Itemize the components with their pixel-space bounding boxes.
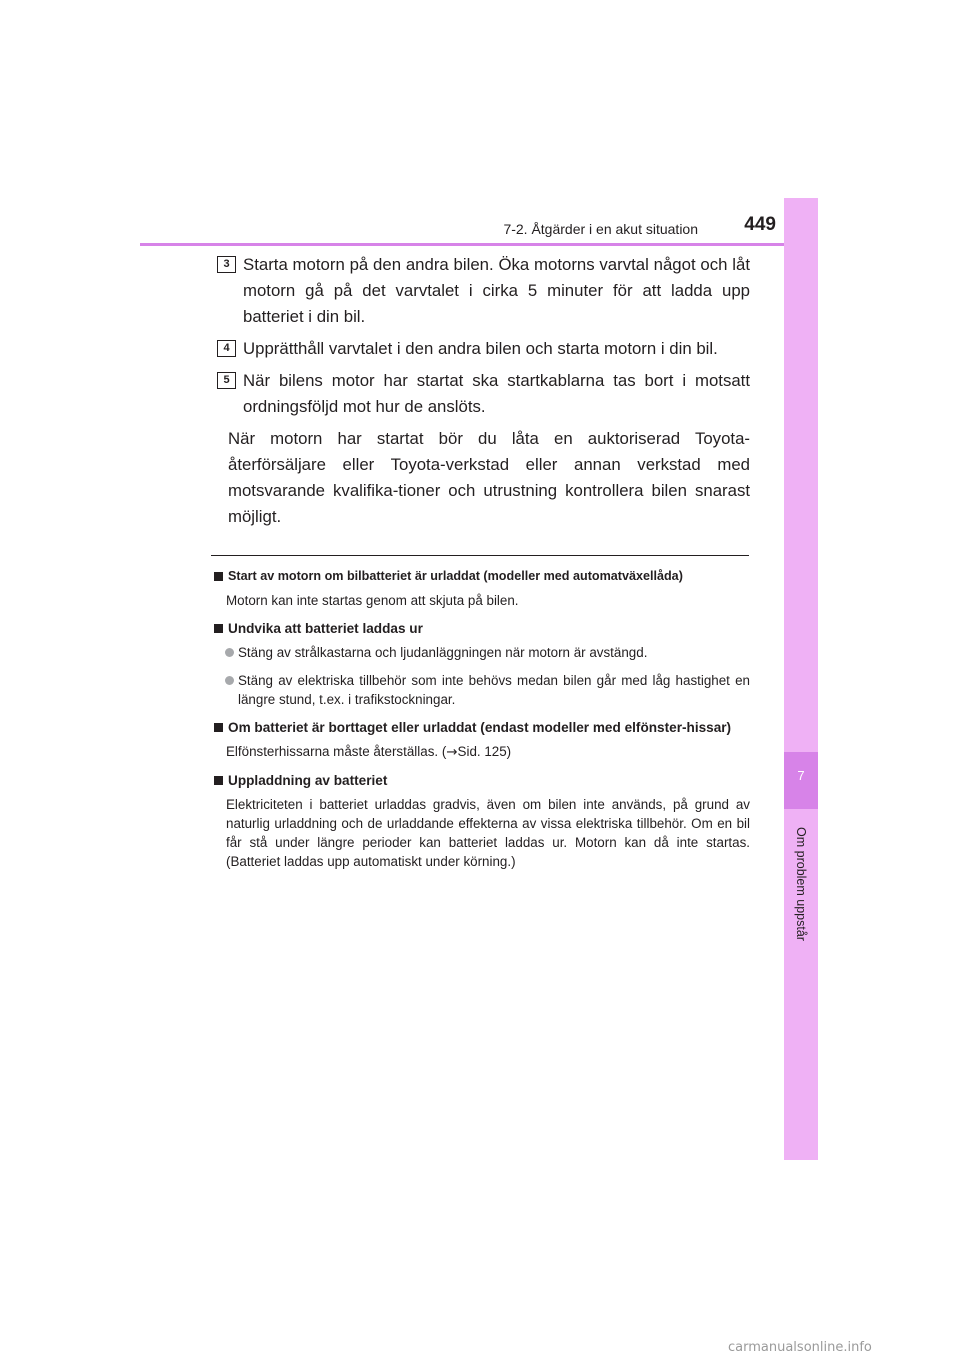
square-bullet-icon (214, 624, 223, 633)
page-reference-link[interactable]: Sid. 125) (457, 744, 512, 759)
step-3 (214, 252, 750, 330)
after-steps-paragraph: När motorn har startat bör du låta en auktoriserad Toyota-återförsäljare eller Toyota-verkstad eller annan verkstad med motsvarande kvalifika-tioner och utrustning kontrollera bilen snarast möjligt. (228, 429, 750, 526)
header-rule (140, 243, 818, 246)
page-content (214, 252, 750, 871)
step-number-badge: 3 (217, 256, 236, 273)
step-text: Starta motorn på den andra bilen. Öka motorns varvtal något och låt motorn gå på det varvtalet i cirka 5 minuter för att ladda upp batteriet i din bil. (243, 255, 750, 326)
step-4 (214, 336, 750, 362)
note-avoid-discharge (214, 619, 750, 709)
note-heading: Uppladdning av batteriet (214, 771, 750, 790)
note-battery-removed (214, 718, 750, 762)
square-bullet-icon (214, 723, 223, 732)
circle-bullet-icon (225, 676, 234, 685)
page-number: 449 (744, 214, 776, 235)
note-recharging (214, 771, 750, 871)
note-start-engine (214, 567, 750, 610)
note-heading: Om batteriet är borttaget eller urladdat (endast modeller med elfönster-hissar) (214, 718, 750, 737)
note-body: Elektriciteten i batteriet urladdas gradvis, även om bilen inte används, på grund av naturlig urladdning och de urladdande effekterna av vissa elektriska tillbehör. Om en bil får stå under längre perioder kan batteriet laddas ur. Motorn kan då inte startas. (Batteriet laddas upp automatiskt under körning.) (226, 797, 750, 869)
notes-section (214, 567, 750, 871)
chapter-title: Om problem uppstår (794, 827, 808, 941)
step-text: Upprätthåll varvtalet i den andra bilen och starta motorn i din bil. (243, 339, 718, 358)
chapter-side-tab (784, 198, 818, 1160)
note-body: Motorn kan inte startas genom att skjuta på bilen. (226, 593, 519, 608)
square-bullet-icon (214, 776, 223, 785)
step-text: När bilens motor har startat ska startkablarna tas bort i motsatt ordningsföljd mot hur de anslöts. (243, 371, 750, 416)
note-heading: Start av motorn om bilbatteriet är urladdat (modeller med automatväxellåda) (214, 567, 750, 586)
step-number-badge: 5 (217, 372, 236, 389)
section-title: 7-2. Åtgärder i en akut situation (503, 221, 698, 237)
note-body: Elfönsterhissarna måste återställas. (→Sid. 125) (226, 744, 512, 760)
arrow-right-icon: → (446, 745, 458, 760)
step-5 (214, 368, 750, 420)
bullet-item: Stäng av strålkastarna och ljudanläggningen när motorn är avstängd. (214, 643, 750, 662)
bullet-item: Stäng av elektriska tillbehör som inte behövs medan bilen går med låg hastighet en längre stund, t.ex. i trafikstockningar. (214, 671, 750, 709)
chapter-number: 7 (797, 768, 805, 783)
note-heading: Undvika att batteriet laddas ur (214, 619, 750, 638)
step-number-badge: 4 (217, 340, 236, 357)
square-bullet-icon (214, 572, 223, 581)
notes-divider (211, 555, 749, 556)
circle-bullet-icon (225, 648, 234, 657)
watermark: carmanualsonline.info (728, 1340, 872, 1355)
